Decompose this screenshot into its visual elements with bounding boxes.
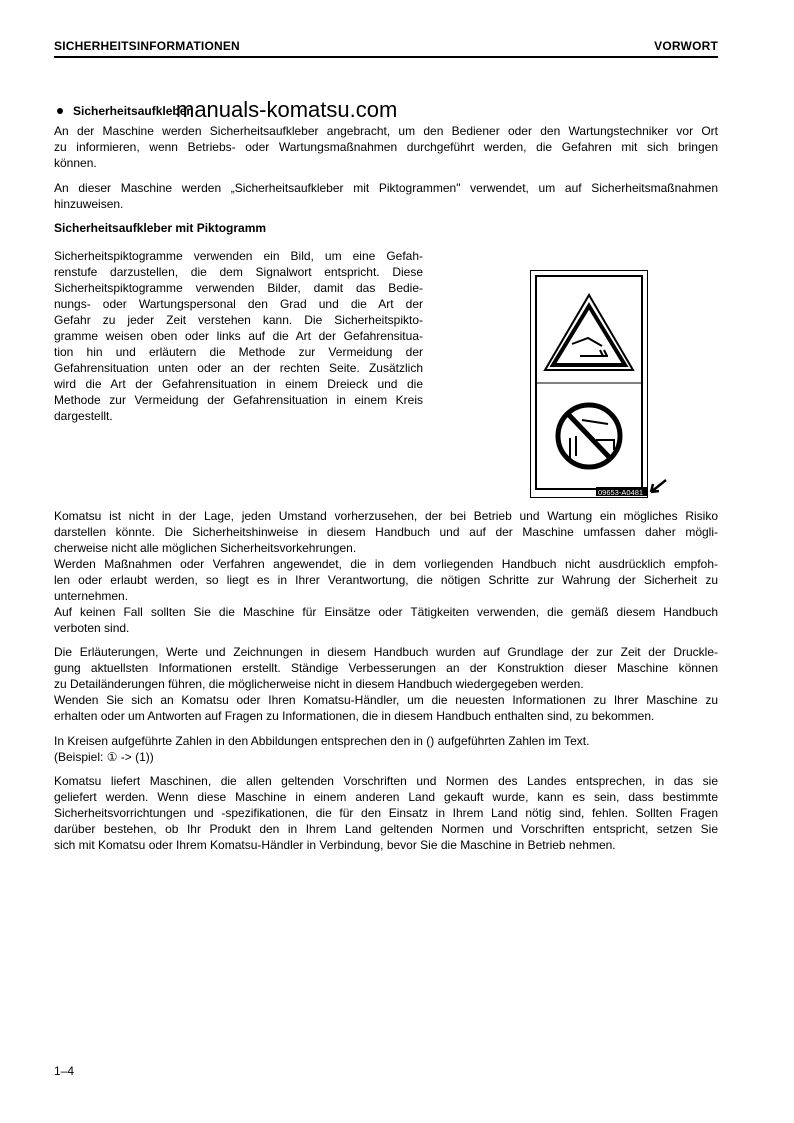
text-line: Komatsu ist nicht in der Lage, jeden Umstand vorherzusehen, der bei Betrieb und Wartung ein mögliches Risiko xyxy=(54,509,718,523)
figure-label: 09653-A0481 xyxy=(598,488,644,497)
header-chapter-title: VORWORT xyxy=(654,39,718,53)
text-line: Wenden Sie sich an Komatsu oder Ihren Komatsu-Händler, um die neuesten Informationen zu Ihrer Maschine zu xyxy=(54,693,718,707)
warning-triangle-icon xyxy=(545,295,633,370)
text-line: Sicherheitsvorrichtungen und -spezifikationen, die für den Einsatz in Ihrem Land nötig sind, fehlen. Sollten Fragen xyxy=(54,806,718,820)
text-line: Werden Maßnahmen oder Verfahren angewendet, die in dem vorliegenden Handbuch nicht ausdrücklich empfoh- xyxy=(54,557,718,571)
text-line: geliefert werden. Wenn diese Maschine in einem anderen Land gekauft wurde, kann es sein, dass bestimmte xyxy=(54,790,718,804)
text-line: renstufe darzustellen, die dem Signalwort entspricht. Diese xyxy=(54,265,423,279)
text-line: An der Maschine werden Sicherheitsaufkleber angebracht, um den Bediener oder den Wartungstechniker vor Ort xyxy=(54,124,718,138)
text-line: zu Detailänderungen führen, die möglicherweise nicht in diesem Handbuch wiedergegeben werden. xyxy=(54,677,584,691)
intro-paragraph-1 xyxy=(54,123,718,171)
text-line: len oder erlaubt werden, so liegt es in Ihrer Verantwortung, die nötigen Schritte zur Wahrung der Sicherheit zu xyxy=(54,573,718,587)
text-line: gramme weisen oben oder links auf die Art der Gefahrensitua- xyxy=(54,329,423,343)
text-line: Methode zur Vermeidung der Gefahrensituation in einem Kreis xyxy=(54,393,423,407)
bullet-icon xyxy=(57,108,63,114)
text-line: können. xyxy=(54,156,97,170)
text-line: Die Erläuterungen, Werte und Zeichnungen in diesem Handbuch wurden auf Grundlage der zur Zeit der Druckle- xyxy=(54,645,718,659)
safety-label-illustration xyxy=(530,270,670,502)
text-line: An dieser Maschine werden „Sicherheitsaufkleber mit Piktogrammen" verwendet, um auf Sicherheitsmaßnahmen xyxy=(54,181,718,195)
text-line: gung aktuellsten Informationen erstellt. Ständige Verbesserungen an der Konstruktion dieser Maschine können xyxy=(54,661,718,675)
prohibition-circle-icon xyxy=(558,405,620,467)
text-line: dargestellt. xyxy=(54,409,113,423)
text-line: wird die Art der Gefahrensituation in einem Dreieck und die xyxy=(54,377,423,391)
body-paragraph-numbering xyxy=(54,733,718,765)
header-rule xyxy=(54,56,718,58)
text-line: zu informieren, wenn Betriebs- oder Wartungsmaßnahmen durchgeführt werden, die Gefahren mit sich bringen xyxy=(54,140,718,154)
text-line: In Kreisen aufgeführte Zahlen in den Abbildungen entsprechen den in () aufgeführten Zahlen im Text. xyxy=(54,734,590,748)
text-line: Auf keinen Fall sollten Sie die Maschine für Einsätze oder Tätigkeiten verwenden, die gemäß diesem Handbuch xyxy=(54,605,718,619)
text-line: (Beispiel: ① -> (1)) xyxy=(54,750,154,764)
text-line: Gefahr zu jeder Zeit verstehen kann. Die Sicherheitspikto- xyxy=(54,313,423,327)
text-line: Sicherheitspiktogramme verwenden ein Bild, um eine Gefah- xyxy=(54,249,423,263)
text-line: verboten sind. xyxy=(54,621,130,635)
text-line: tion hin und erläutern die Methode zur Vermeidung der xyxy=(54,345,423,359)
text-line: Sicherheitspiktogramme verwenden Bilder, damit das Bedie- xyxy=(54,281,423,295)
text-line: unternehmen. xyxy=(54,589,129,603)
pictogram-paragraph xyxy=(54,248,423,424)
body-paragraph-risk xyxy=(54,508,718,636)
safety-pictogram-figure xyxy=(530,270,670,507)
header-section-title: SICHERHEITSINFORMATIONEN xyxy=(54,39,240,53)
text-line: Gefahrensituation unten oder an der rechten Seite. Zusätzlich xyxy=(54,361,423,375)
text-line: erhalten oder um Antworten auf Fragen zu Informationen, die in diesem Handbuch enthalten sind, zu bekommen. xyxy=(54,709,655,723)
intro-paragraph-2 xyxy=(54,180,718,212)
body-paragraph-updates xyxy=(54,644,718,724)
section-title: Sicherheitsaufkleber xyxy=(73,104,192,118)
text-line: sich mit Komatsu oder Ihrem Komatsu-Händler in Verbindung, bevor Sie die Maschine in Betrieb nehmen. xyxy=(54,838,616,852)
text-line: darüber bestehen, ob Ihr Produkt den in Ihrem Land geltenden Normen und Vorschriften entspricht, setzen Sie xyxy=(54,822,718,836)
text-line: nungs- oder Wartungspersonal den Grad und die Art der xyxy=(54,297,423,311)
text-line: hinzuweisen. xyxy=(54,197,124,211)
text-line: Komatsu liefert Maschinen, die allen geltenden Vorschriften und Normen des Landes entsprechen, in das sie xyxy=(54,774,718,788)
text-line: cherweise nicht alle möglichen Sicherheitsvorkehrungen. xyxy=(54,541,357,555)
watermark: manuals-komatsu.com xyxy=(176,97,398,122)
page-number: 1–4 xyxy=(54,1064,75,1078)
text-line: darstellen könnte. Die Sicherheitshinweise in diesem Handbuch und auf der Maschine umfassen daher mögli- xyxy=(54,525,718,539)
arrow-icon xyxy=(651,480,666,492)
subheading: Sicherheitsaufkleber mit Piktogramm xyxy=(54,221,267,235)
body-paragraph-regulations xyxy=(54,773,718,853)
